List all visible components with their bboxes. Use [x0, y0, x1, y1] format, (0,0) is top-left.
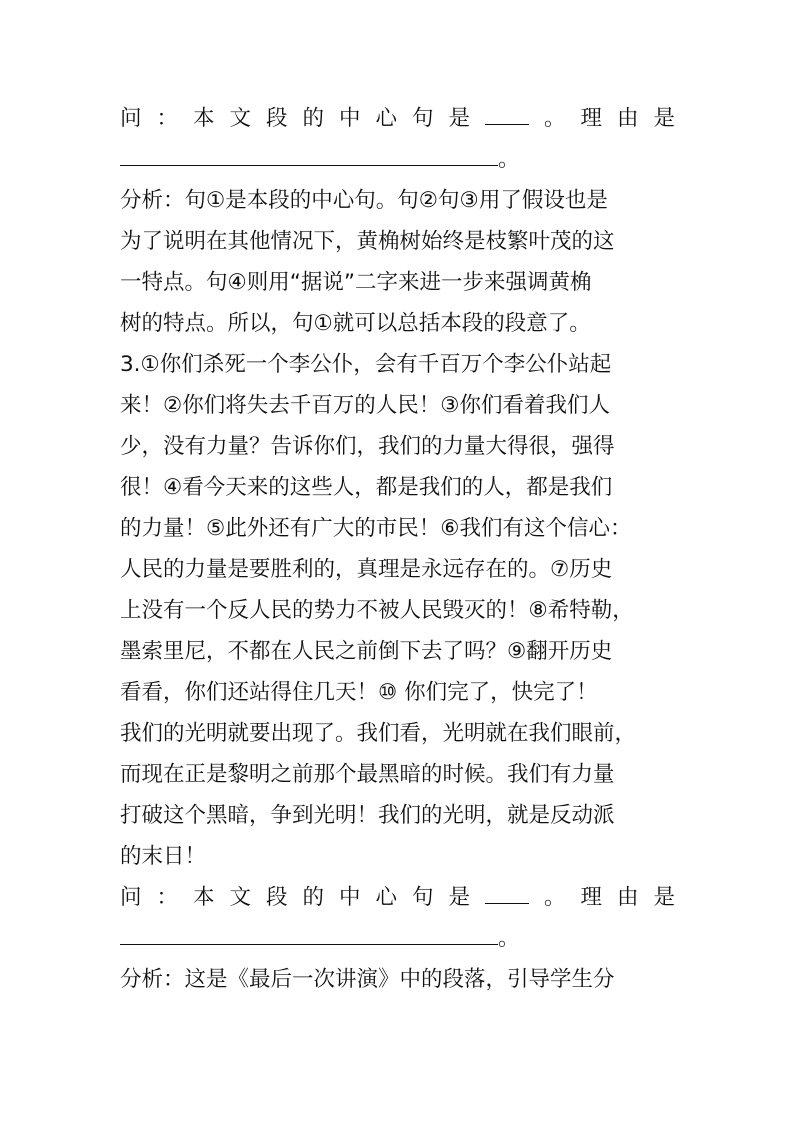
- q3-char: 问: [120, 885, 142, 910]
- q3-end-mark: 。: [498, 926, 520, 951]
- text-line: 打破这个黑暗，争到光明！我们的光明，就是反动派: [120, 803, 615, 828]
- passage-3: [120, 344, 680, 877]
- q3-char: 句: [412, 885, 434, 910]
- text-line: 的力量！⑤此外还有广大的市民！⑥我们有这个信心：: [120, 516, 632, 541]
- text-line: 上没有一个反人民的势力不被人民毁灭的！⑧希特勒，: [120, 598, 634, 623]
- analysis-2: [120, 180, 680, 344]
- q3-char: ：: [156, 885, 179, 910]
- q3-char: 是: [448, 885, 471, 910]
- answer-blank-short[interactable]: [485, 881, 529, 904]
- q3-char: 本: [193, 885, 215, 910]
- q2-char: 理: [580, 106, 602, 131]
- q3-char: 中: [339, 885, 361, 910]
- text-line: 的末日！: [120, 844, 207, 869]
- text-line: 一特点。句④则用“据说”二字来进一步来强调黄桷: [120, 270, 592, 295]
- text-line: 而现在正是黎明之前那个最黑暗的时候。我们有力量: [120, 762, 615, 787]
- q3-char: 的: [302, 885, 325, 910]
- q2-char: 由: [616, 106, 639, 131]
- q3-period: 。: [543, 885, 566, 910]
- q2-char: 的: [302, 106, 325, 131]
- q3-char: 是: [653, 885, 675, 910]
- question-2-line: [120, 98, 675, 139]
- text-line: 分析：句①是本段的中心句。句②句③用了假设也是: [120, 188, 608, 213]
- question-3-line: [120, 877, 675, 918]
- q3-char: 文: [229, 885, 252, 910]
- text-line: 看看，你们还站得住几天！⑩ 你们完了，快完了！: [120, 680, 598, 705]
- q2-period: 。: [543, 106, 566, 131]
- answer-blank-long[interactable]: [120, 145, 498, 166]
- question-2-reason-line: [120, 139, 680, 180]
- q2-char: 本: [193, 106, 215, 131]
- q2-char: 句: [412, 106, 434, 131]
- document-page: [120, 98, 680, 1000]
- q2-char: 问: [120, 106, 142, 131]
- question-3-reason-line: [120, 918, 680, 959]
- q2-char: 段: [266, 106, 288, 131]
- q3-char: 理: [580, 885, 602, 910]
- text-line: 为了说明在其他情况下，黄桷树始终是枝繁叶茂的这: [120, 229, 615, 254]
- answer-blank-long[interactable]: [120, 924, 498, 945]
- q2-end-mark: 。: [498, 147, 520, 172]
- text-line: 墨索里尼，不都在人民之前倒下去了吗？⑨翻开历史: [120, 639, 613, 664]
- q2-char: 是: [653, 106, 675, 131]
- q2-char: ：: [156, 106, 179, 131]
- answer-blank-short[interactable]: [485, 102, 529, 125]
- text-line: 3.①你们杀死一个李公仆，会有千百万个李公仆站起: [120, 352, 612, 377]
- q3-char: 心: [375, 885, 398, 910]
- analysis-3: [120, 959, 680, 1000]
- q3-char: 由: [616, 885, 639, 910]
- q2-char: 文: [229, 106, 252, 131]
- text-line: 少，没有力量？告诉你们，我们的力量大得很，强得: [120, 434, 615, 459]
- q2-char: 中: [339, 106, 361, 131]
- q2-char: 是: [448, 106, 471, 131]
- text-line: 我们的光明就要出现了。我们看，光明就在我们眼前，: [120, 721, 637, 746]
- text-line: 人民的力量是要胜利的，真理是永远存在的。⑦历史: [120, 557, 613, 582]
- text-line: 来！②你们将失去千百万的人民！③你们看着我们人: [120, 393, 611, 418]
- q2-char: 心: [375, 106, 398, 131]
- q3-char: 段: [266, 885, 288, 910]
- text-line: 分析：这是《最后一次讲演》中的段落，引导学生分: [120, 967, 615, 992]
- text-line: 树的特点。所以，句①就可以总括本段的段意了。: [120, 311, 591, 336]
- text-line: 很！④看今天来的这些人，都是我们的人，都是我们: [120, 475, 613, 500]
